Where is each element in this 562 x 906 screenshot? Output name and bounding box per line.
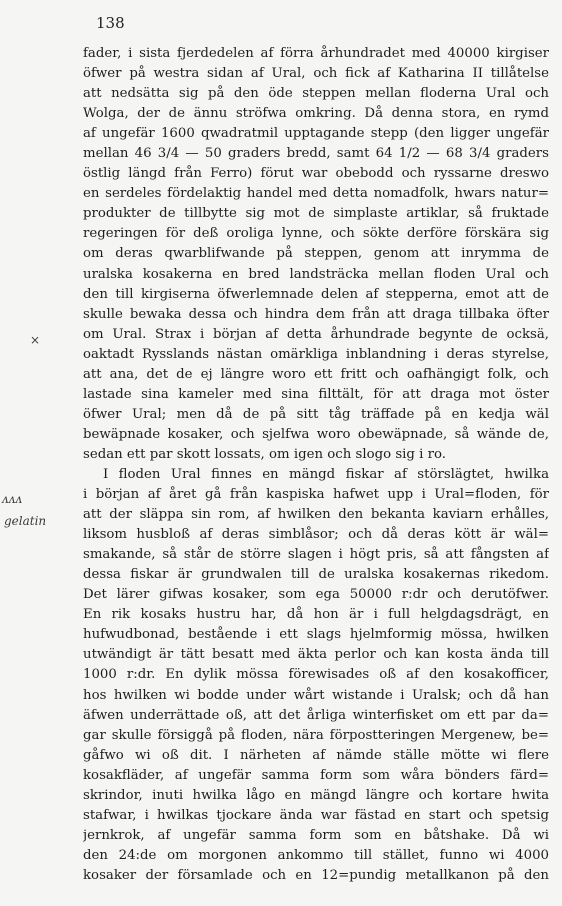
text-line: äfwen underrättade oß, att det årliga winterfisket om ett par da=	[83, 707, 549, 723]
text-line: smakande, så står de större slagen i högt pris, så att fångsten af	[83, 547, 549, 563]
text-line: den till kirgiserna öfwerlemnade delen af stepperna, emot att de	[83, 286, 549, 302]
text-line: uralska kosakerna en bred landsträcka mellan floden Ural och	[83, 266, 549, 282]
text-line: om Ural. Strax i början af detta århundrade begynte de ocksä,	[83, 326, 549, 342]
margin-annotation: gelatin	[4, 514, 47, 528]
text-line: gåfwo wi oß dit. I närheten af nämde ställe mötte wi flere	[83, 747, 549, 763]
text-line: öfwer Ural; men då de på sitt tåg träffade på en kedja wäl	[83, 406, 549, 422]
text-line: östlig längd från Ferro) förut war obebodd och ryssarne dreswo	[83, 166, 549, 182]
text-line: skrindor, inuti hwilka lågo en mängd längre och kortare hwita	[83, 787, 549, 803]
margin-annotation: ᴧᴧᴧ	[2, 492, 23, 506]
text-line: jernkrok, af ungefär samma form som en båtshake. Då wi	[83, 827, 549, 843]
text-line: gar skulle försiggå på floden, nära förpostteringen Mergenew, be=	[83, 727, 549, 743]
text-line: En rik kosaks hustru har, då hon är i full helgdagsdrägt, en	[83, 607, 549, 623]
text-line: I floden Ural finnes en mängd fiskar af störslägtet, hwilka	[103, 466, 549, 482]
text-line: den 24:de om morgonen ankommo till stället, funno wi 4000	[83, 847, 549, 863]
text-line: stafwar, i hwilkas tjockare ända war fästad en start och spetsig	[83, 807, 549, 823]
text-line: en serdeles fördelaktig handel med detta nomadfolk, hwars natur=	[83, 186, 549, 202]
page-number: 138	[96, 14, 125, 32]
text-line: liksom husbloß af deras simblåsor; och då deras kött är wäl=	[83, 527, 549, 543]
text-line: att der släppa sin rom, af hwilken den bekanta kaviarn erhålles,	[83, 507, 549, 523]
text-line: regeringen för deß oroliga lynne, och sökte derföre förskära sig	[83, 226, 549, 242]
text-line: Wolga, der de ännu ströfwa omkring. Då denna stora, en rymd	[83, 106, 549, 122]
text-line: att nedsätta sig på den öde steppen mellan floderna Ural och	[83, 86, 549, 102]
text-line: skulle bewaka dessa och hindra dem från att draga tillbaka öfter	[83, 306, 549, 322]
text-line: Det lärer gifwas kosaker, som ega 50000 r:dr och derutöfwer.	[83, 587, 549, 603]
text-line: kosaker der församlade och en 12=pundig metallkanon på den	[83, 867, 549, 883]
text-line: bewäpnade kosaker, och sjelfwa woro obewäpnade, så wände de,	[83, 426, 549, 442]
text-line: produkter de tillbytte sig mot de simplaste artiklar, så fruktade	[83, 206, 549, 222]
text-line: lastade sina kameler med sina filttält, för att draga mot öster	[83, 386, 549, 402]
text-line: fader, i sista fjerdedelen af förra århundradet med 40000 kirgiser	[83, 46, 549, 61]
body-text	[83, 44, 549, 886]
text-line: af ungefär 1600 qwadratmil upptagande stepp (den ligger ungefär	[83, 126, 549, 142]
text-line: i början af året gå från kaspiska hafwet upp i Ural=floden, för	[83, 487, 549, 503]
text-line: att ana, det de ej längre woro ett fritt och oafhängigt folk, och	[83, 366, 549, 382]
text-line: om deras qwarblifwande på steppen, genom att inrymma de	[83, 246, 549, 262]
text-line: dessa fiskar är grundwalen till de uralska kosakernas rikedom.	[83, 567, 549, 583]
text-line: hufwudbonad, bestående i ett slags hjelmformig mössa, hwilken	[83, 627, 549, 643]
text-line: sedan ett par skott lossats, om igen och slogo sig i ro.	[83, 446, 446, 462]
text-line: utwändigt är tätt besatt med äkta perlor och kan kosta ända till	[83, 647, 549, 663]
text-line: kosakfläder, af ungefär samma form som wåra bönders färd=	[83, 767, 549, 783]
text-line: oaktadt Rysslands nästan omärkliga inblandning i deras styrelse,	[83, 346, 549, 362]
text-line: hos hwilken wi bodde under wårt wistande i Uralsk; och då han	[83, 687, 549, 703]
text-line: mellan 46 3/4 — 50 graders bredd, samt 64 1/2 — 68 3/4 graders	[83, 146, 549, 162]
text-line: öfwer på westra sidan af Ural, och fick af Katharina II tillåtelse	[83, 66, 549, 82]
text-line: 1000 r:dr. En dylik mössa förewisades oß af den kosakofficer,	[83, 667, 549, 683]
margin-annotation: ×	[30, 333, 41, 347]
